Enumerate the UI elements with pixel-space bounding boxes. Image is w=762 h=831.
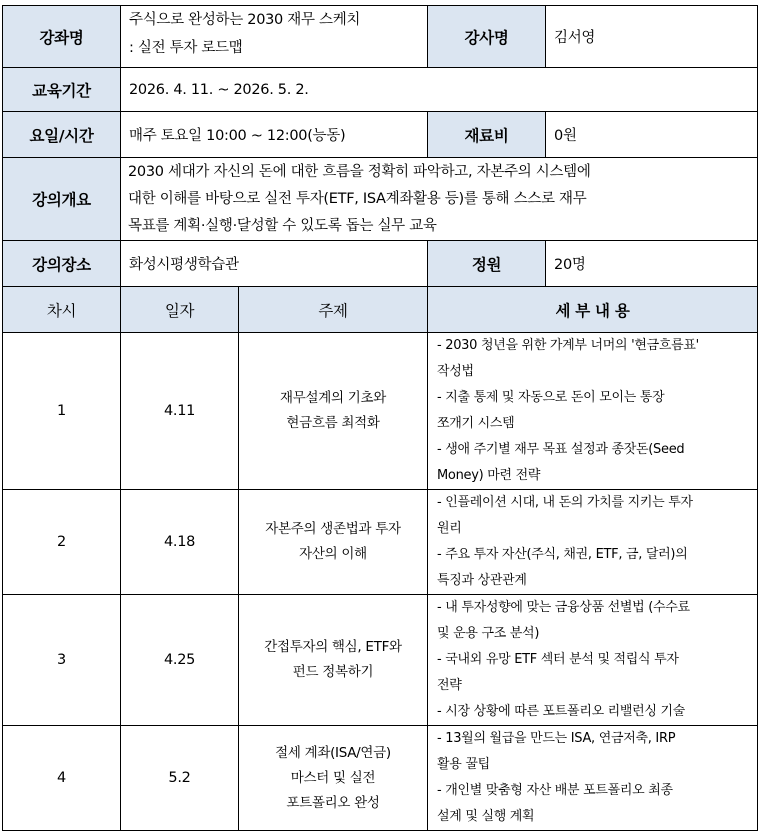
course-title <box>121 6 428 68</box>
topic-line: 현금흐름 최적화 <box>286 415 380 431</box>
topic-line: 자산의 이해 <box>299 546 367 562</box>
detail-line: 특징과 상관관계 <box>437 573 527 588</box>
header-session: 차시 <box>3 287 121 333</box>
detail-line: 설계 및 실행 계획 <box>437 809 535 824</box>
course-title-label: 강좌명 <box>3 6 121 68</box>
period-label: 교육기간 <box>3 68 121 112</box>
detail-line: - 인플레이션 시대, 내 돈의 가치를 지키는 투자 <box>437 495 693 510</box>
table-row <box>3 726 758 831</box>
course-title-line2: : 실전 투자 로드맵 <box>129 40 243 56</box>
header-topic: 주제 <box>239 287 428 333</box>
topic-line: 포트폴리오 완성 <box>286 794 380 811</box>
session-date: 4.18 <box>121 490 239 595</box>
detail-line: - 주요 투자 자산(주식, 채권, ETF, 금, 달러)의 <box>437 547 688 562</box>
session-details <box>428 490 758 595</box>
session-topic <box>239 490 428 595</box>
topic-line: 자본주의 생존법과 투자 <box>265 521 401 537</box>
fee-value: 0원 <box>546 112 758 158</box>
venue-value: 화성시평생학습관 <box>121 241 428 287</box>
detail-line: - 2030 청년을 위한 가계부 너머의 '현금흐름표' <box>437 338 699 353</box>
table-row <box>3 333 758 490</box>
detail-line: 및 운용 구조 분석) <box>437 626 540 641</box>
session-date: 4.11 <box>121 333 239 490</box>
topic-line: 간접투자의 핵심, ETF와 <box>264 639 402 655</box>
period-value: 2026. 4. 11. ~ 2026. 5. 2. <box>121 68 758 112</box>
overview-text <box>121 158 758 241</box>
table-row <box>3 595 758 726</box>
topic-line: 절세 계좌(ISA/연금) <box>275 744 391 761</box>
session-topic <box>239 333 428 490</box>
detail-line: Money) 마련 전략 <box>437 468 541 483</box>
topic-line: 마스터 및 실전 <box>290 769 376 786</box>
session-number: 3 <box>3 595 121 726</box>
instructor-value: 김서영 <box>546 6 758 68</box>
period-row <box>3 68 758 112</box>
overview-line1: 2030 세대가 자신의 돈에 대한 흐름을 정확히 파악하고, 자본주의 시스템에 <box>128 163 591 180</box>
schedule-row <box>3 112 758 158</box>
fee-label: 재료비 <box>428 112 546 158</box>
session-details <box>428 595 758 726</box>
session-date: 4.25 <box>121 595 239 726</box>
topic-line: 재무설계의 기초와 <box>280 390 386 406</box>
schedule-label: 요일/시간 <box>3 112 121 158</box>
topic-line: 펀드 정복하기 <box>292 664 374 680</box>
detail-line: - 시장 상황에 따른 포트폴리오 리밸런싱 기술 <box>437 704 686 719</box>
schedule-header-row <box>3 287 758 333</box>
session-number: 4 <box>3 726 121 831</box>
session-details <box>428 726 758 831</box>
session-number: 1 <box>3 333 121 490</box>
capacity-label: 정원 <box>428 241 546 287</box>
detail-line: 전략 <box>437 678 462 693</box>
session-details <box>428 333 758 490</box>
session-topic <box>239 595 428 726</box>
detail-line: 활용 꿀팁 <box>437 757 490 772</box>
session-number: 2 <box>3 490 121 595</box>
detail-line: - 13월의 월급을 만드는 ISA, 연금저축, IRP <box>437 731 676 746</box>
course-info-table <box>2 5 758 831</box>
detail-line: 작성법 <box>437 364 474 379</box>
title-row <box>3 6 758 68</box>
detail-line: - 생애 주기별 재무 목표 설정과 종잣돈(Seed <box>437 442 685 457</box>
header-details: 세 부 내 용 <box>428 287 758 333</box>
venue-label: 강의장소 <box>3 241 121 287</box>
detail-line: - 개인별 맞춤형 자산 배분 포트폴리오 최종 <box>437 783 673 798</box>
session-topic <box>239 726 428 831</box>
detail-line: - 내 투자성향에 맞는 금융상품 선별법 (수수료 <box>437 600 690 615</box>
instructor-label: 강사명 <box>428 6 546 68</box>
detail-line: 쪼개기 시스템 <box>437 416 515 431</box>
course-title-line1: 주식으로 완성하는 2030 재무 스케치 <box>129 12 361 28</box>
venue-row <box>3 241 758 287</box>
session-date: 5.2 <box>121 726 239 831</box>
overview-label: 강의개요 <box>3 158 121 241</box>
detail-line: - 지출 통제 및 자동으로 돈이 모이는 통장 <box>437 390 665 405</box>
capacity-value: 20명 <box>546 241 758 287</box>
overview-row <box>3 158 758 241</box>
header-date: 일자 <box>121 287 239 333</box>
table-row <box>3 490 758 595</box>
detail-line: 원리 <box>437 521 462 536</box>
overview-line2: 대한 이해를 바탕으로 실전 투자(ETF, ISA계좌활용 등)를 통해 스스로 재무 <box>128 190 587 207</box>
schedule-value: 매주 토요일 10:00 ~ 12:00(능동) <box>121 112 428 158</box>
overview-line3: 목표를 계획·실행·달성할 수 있도록 돕는 실무 교육 <box>128 217 437 234</box>
detail-line: - 국내외 유망 ETF 섹터 분석 및 적립식 투자 <box>437 652 679 667</box>
